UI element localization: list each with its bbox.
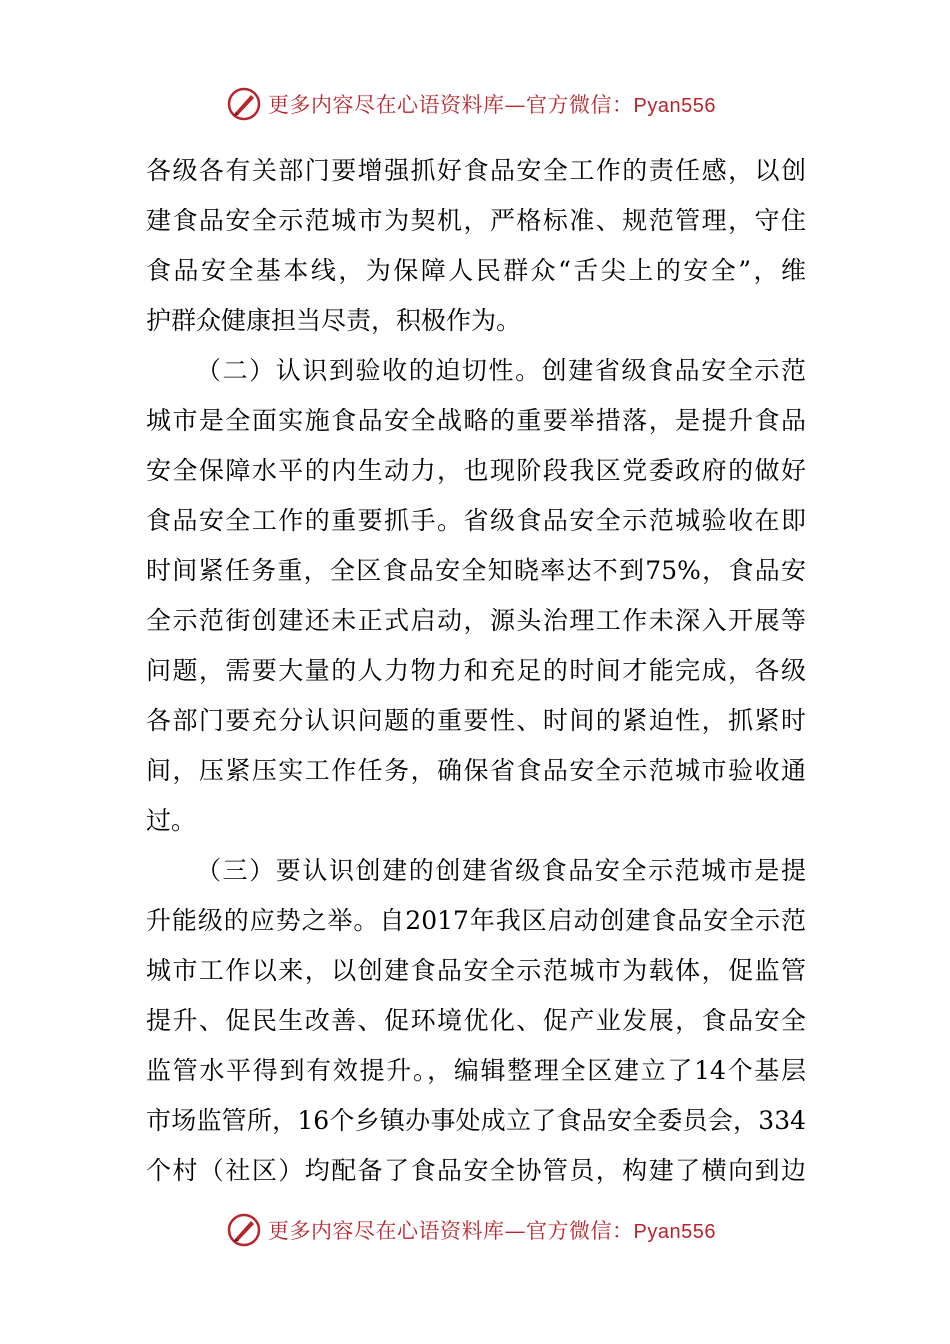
footer-banner	[226, 1210, 746, 1250]
document-body	[146, 146, 806, 1196]
body-line: 安全保障水平的内生动力，也现阶段我区党委政府的做好	[146, 456, 806, 485]
body-line: 升能级的应势之举。自2017年我区启动创建食品安全示范	[146, 906, 806, 935]
body-line: 提升、促民生改善、促环境优化、促产业发展，食品安全	[146, 1006, 806, 1035]
body-line: 监管水平得到有效提升。，编辑整理全区建立了14个基层	[146, 1056, 806, 1085]
body-line: 城市是全面实施食品安全战略的重要举措落，是提升食品	[146, 406, 806, 435]
body-line: 间，压紧压实工作任务，确保省食品安全示范城市验收通	[146, 756, 806, 785]
body-line: 问题，需要大量的人力物力和充足的时间才能完成，各级	[146, 656, 806, 685]
header-wechat-id: Pyan556	[633, 95, 716, 117]
header-banner	[226, 84, 746, 124]
body-line: 市场监管所，16个乡镇办事处成立了食品安全委员会，334	[146, 1106, 806, 1135]
section-heading-line: （三）要认识创建的创建省级食品安全示范城市是提	[196, 856, 806, 885]
body-line: 食品安全工作的重要抓手。省级食品安全示范城验收在即	[146, 506, 806, 535]
body-line: 过。	[146, 806, 197, 835]
body-line: 各部门要充分认识问题的重要性、时间的紧迫性，抓紧时	[146, 706, 806, 735]
body-line: 食品安全基本线，为保障人民群众“舌尖上的安全”，维	[146, 256, 806, 285]
body-line: 个村（社区）均配备了食品安全协管员，构建了横向到边	[146, 1156, 806, 1185]
pen-logo-icon	[226, 1212, 262, 1248]
pen-logo-icon	[226, 86, 262, 122]
body-line: 建食品安全示范城市为契机，严格标准、规范管理，守住	[146, 206, 806, 235]
footer-wechat-id: Pyan556	[633, 1221, 716, 1243]
section-heading-line: （二）认识到验收的迫切性。创建省级食品安全示范	[196, 356, 806, 385]
header-banner-text: 更多内容尽在心语资料库—官方微信：	[268, 93, 634, 117]
body-line: 各级各有关部门要增强抓好食品安全工作的责任感，以创	[146, 156, 806, 185]
body-line: 全示范街创建还未正式启动，源头治理工作未深入开展等	[146, 606, 806, 635]
body-line: 护群众健康担当尽责，积极作为。	[146, 306, 522, 335]
footer-banner-text: 更多内容尽在心语资料库—官方微信：	[268, 1219, 634, 1243]
body-line: 时间紧任务重，全区食品安全知晓率达不到75%，食品安	[146, 556, 806, 585]
body-line: 城市工作以来，以创建食品安全示范城市为载体，促监管	[146, 956, 806, 985]
